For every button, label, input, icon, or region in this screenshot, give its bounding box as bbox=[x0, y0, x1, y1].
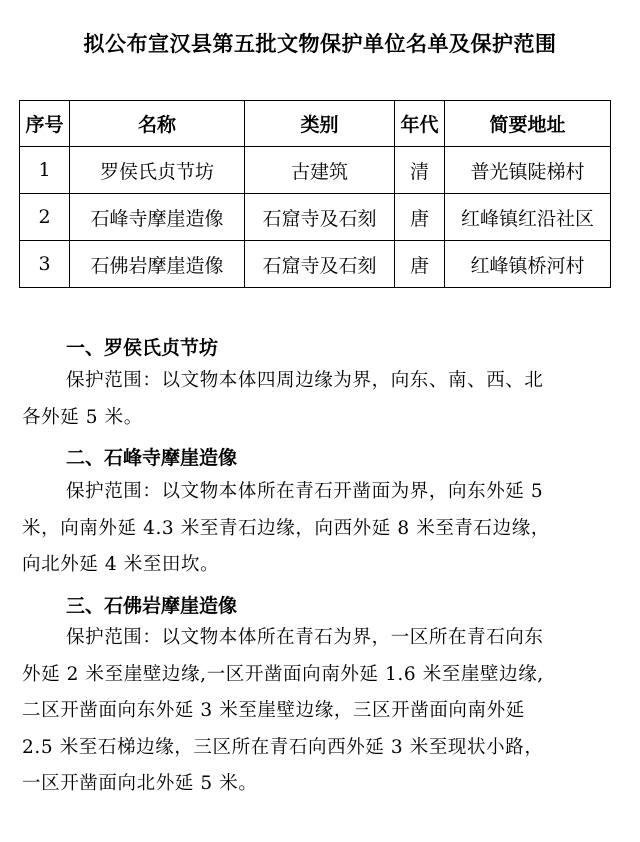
cell-address: 普光镇陡梯村 bbox=[445, 147, 611, 194]
header-category: 类别 bbox=[245, 101, 395, 147]
cell-index: 3 bbox=[20, 241, 70, 288]
paragraph-line: 米，向南外延 4.3 米至青石边缘，向西外延 8 米至青石边缘， bbox=[22, 517, 550, 539]
table-row bbox=[20, 147, 611, 194]
cell-name: 石佛岩摩崖造像 bbox=[70, 241, 245, 288]
cell-address: 红峰镇桥河村 bbox=[445, 241, 611, 288]
paragraph-line: 各外延 5 米。 bbox=[22, 406, 143, 428]
paragraph-line: 外延 2 米至崖壁边缘,一区开凿面向南外延 1.6 米至崖壁边缘, bbox=[22, 663, 544, 685]
cell-category: 石窟寺及石刻 bbox=[245, 194, 395, 241]
paragraph-line: 保护范围：以文物本体四周边缘为界，向东、南、西、北 bbox=[66, 370, 544, 391]
cell-era: 唐 bbox=[395, 194, 445, 241]
section-heading: 三、石佛岩摩崖造像 bbox=[66, 595, 238, 617]
cell-category: 石窟寺及石刻 bbox=[245, 241, 395, 288]
heritage-units-table bbox=[19, 100, 611, 288]
section-heading: 二、石峰寺摩崖造像 bbox=[66, 447, 238, 469]
section-paragraph bbox=[22, 363, 622, 436]
table-row bbox=[20, 194, 611, 241]
section-paragraph bbox=[22, 620, 622, 803]
cell-era: 唐 bbox=[395, 241, 445, 288]
cell-index: 1 bbox=[20, 147, 70, 194]
cell-era: 清 bbox=[395, 147, 445, 194]
header-index: 序号 bbox=[20, 101, 70, 147]
document-title: 拟公布宣汉县第五批文物保护单位名单及保护范围 bbox=[83, 32, 557, 56]
cell-name: 石峰寺摩崖造像 bbox=[70, 194, 245, 241]
paragraph-line: 向北外延 4 米至田坎。 bbox=[22, 554, 220, 575]
cell-category: 古建筑 bbox=[245, 147, 395, 194]
paragraph-line: 保护范围：以文物本体所在青石为界，一区所在青石向东 bbox=[66, 627, 544, 648]
table-header-row bbox=[20, 101, 611, 147]
header-era: 年代 bbox=[395, 101, 445, 147]
header-address: 简要地址 bbox=[445, 101, 611, 147]
section-heading: 一、罗侯氏贞节坊 bbox=[66, 337, 219, 359]
cell-index: 2 bbox=[20, 194, 70, 241]
cell-name: 罗侯氏贞节坊 bbox=[70, 147, 245, 194]
paragraph-line: 保护范围：以文物本体所在青石开凿面为界，向东外延 5 bbox=[66, 481, 544, 502]
paragraph-line: 一区开凿面向北外延 5 米。 bbox=[22, 773, 258, 794]
paragraph-line: 2.5 米至石梯边缘，三区所在青石向西外延 3 米至现状小路， bbox=[22, 736, 544, 758]
header-name: 名称 bbox=[70, 101, 245, 147]
cell-address: 红峰镇红沿社区 bbox=[445, 194, 611, 241]
paragraph-line: 二区开凿面向东外延 3 米至崖壁边缘，三区开凿面向南外延 bbox=[22, 700, 525, 721]
table-row bbox=[20, 241, 611, 288]
section-paragraph bbox=[22, 474, 622, 584]
